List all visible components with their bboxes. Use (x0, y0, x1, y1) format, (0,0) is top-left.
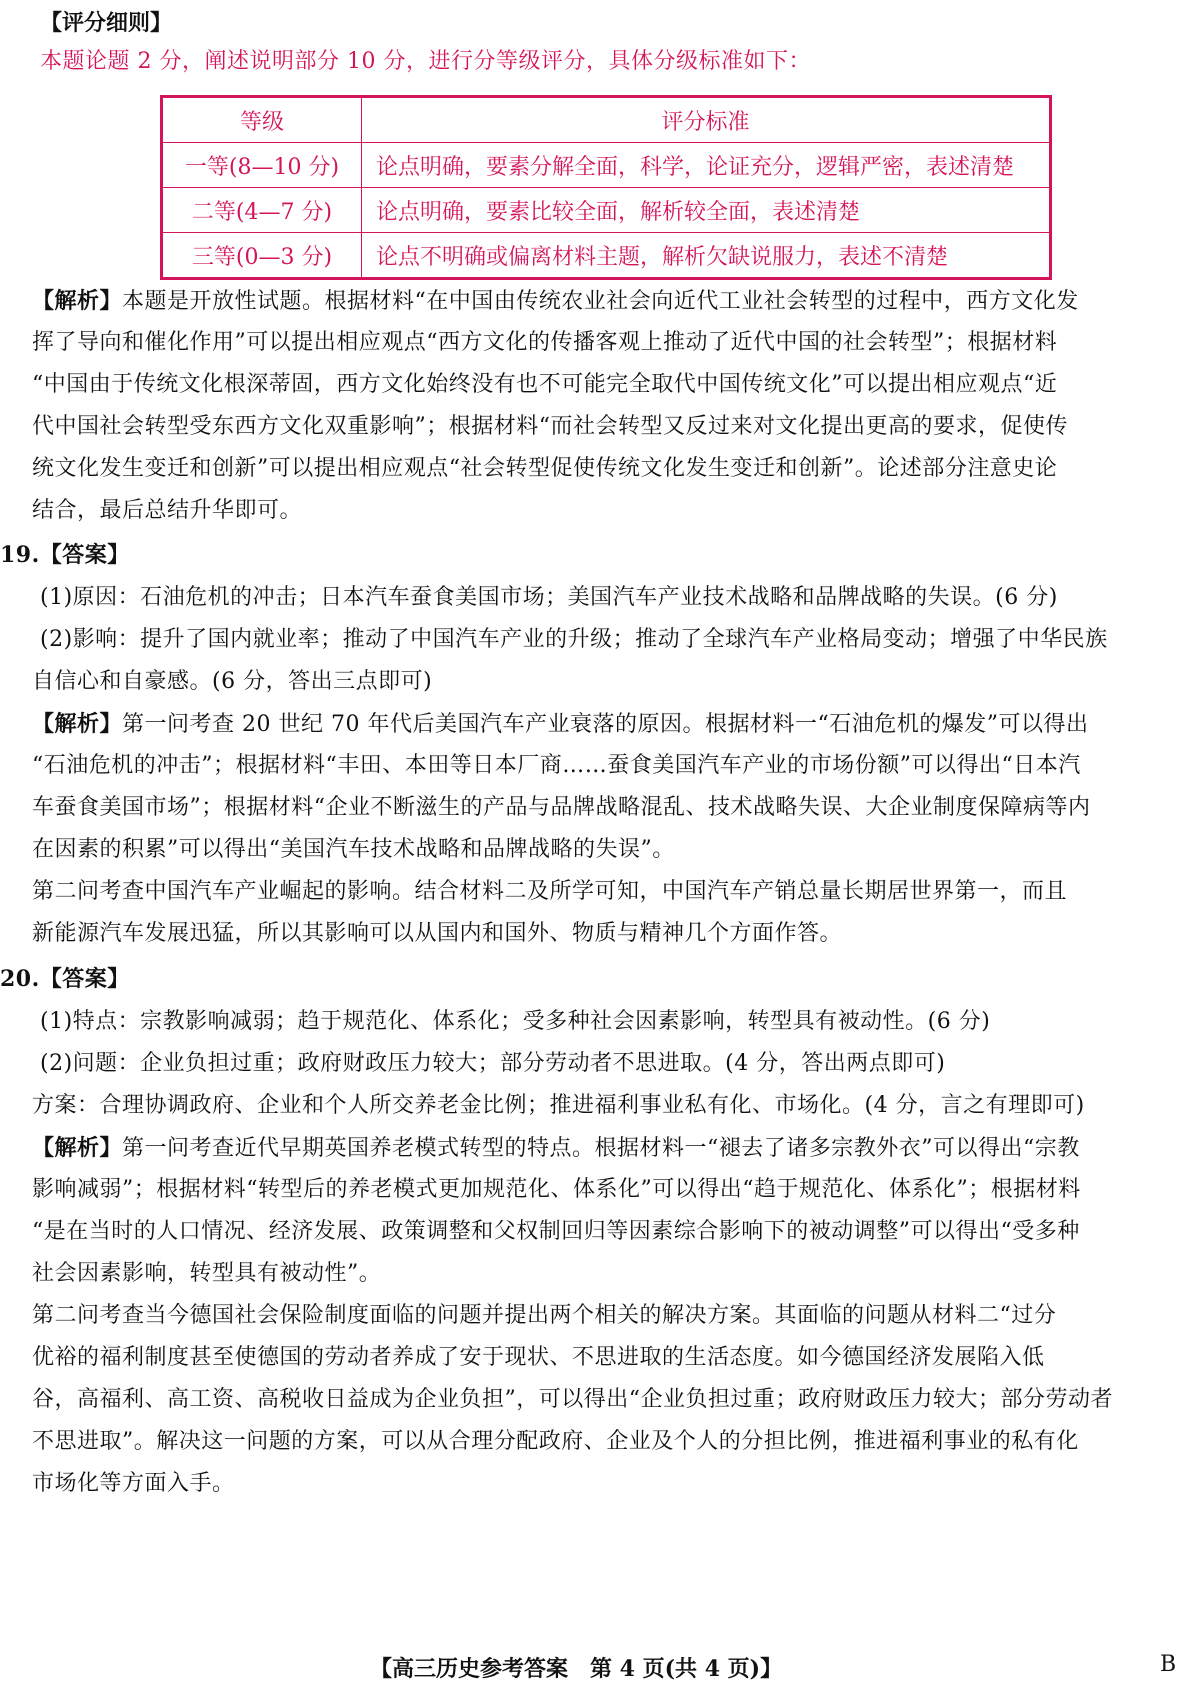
question-heading: 20.【答案】 (0, 966, 130, 992)
analysis-text: “是在当时的人口情况、经济发展、政策调整和父权制回归等因素综合影响下的被动调整”可以得出“受多种 (32, 1219, 1080, 1244)
analysis-text: “中国由于传统文化根深蒂固，西方文化始终没有也不可能完全取代中国传统文化”可以提出相应观点“近 (32, 372, 1058, 397)
table-row (162, 143, 1051, 188)
table-header: 评分标准 (362, 97, 1051, 143)
grading-table (160, 95, 1052, 280)
answer-line: (1)特点：宗教影响减弱；趋于规范化、体系化；受多种社会因素影响，转型具有被动性。(6 分) (40, 1009, 991, 1034)
analysis-text: 不思进取”。解决这一问题的方案，可以从合理分配政府、企业及个人的分担比例，推进福利事业的私有化 (32, 1429, 1079, 1454)
intro-text: 本题论题 2 分，阐述说明部分 10 分，进行分等级评分，具体分级标准如下： (40, 49, 811, 74)
table-header-row (162, 97, 1051, 143)
analysis-text: 车蚕食美国市场”；根据材料“企业不断滋生的产品与品牌战略混乱、技术战略失误、大企业制度保障病等内 (32, 795, 1091, 820)
analysis-text: 在因素的积累”可以得出“美国汽车技术战略和品牌战略的失误”。 (32, 837, 675, 862)
analysis-text: 结合，最后总结升华即可。 (32, 498, 303, 523)
analysis-text: 优裕的福利制度甚至使德国的劳动者养成了安于现状、不思进取的生活态度。如今德国经济发展陷入低 (32, 1345, 1045, 1370)
analysis-paragraph-line (32, 709, 1088, 740)
analysis-paragraph-line (32, 286, 1079, 317)
page-footer: 【高三历史参考答案 第 4 页(共 4 页)】 (370, 1656, 783, 1682)
question-heading: 19.【答案】 (0, 542, 130, 568)
table-row (162, 233, 1051, 279)
analysis-text: 第二问考查中国汽车产业崛起的影响。结合材料二及所学可知，中国汽车产销总量长期居世界第一，而且 (32, 879, 1068, 904)
answer-line: 方案：合理协调政府、企业和个人所交养老金比例；推进福利事业私有化、市场化。(4 分，言之有理即可) (32, 1093, 1085, 1118)
analysis-label: 【解析】 (32, 711, 123, 737)
analysis-text: 统文化发生变迁和创新”可以提出相应观点“社会转型促使传统文化发生变迁和创新”。论述部分注意史论 (32, 456, 1058, 481)
analysis-text: 第一问考查 20 世纪 70 年代后美国汽车产业衰落的原因。根据材料一“石油危机的爆发”可以得出 (122, 712, 1089, 737)
grade-criteria: 论点明确，要素比较全面，解析较全面，表述清楚 (362, 188, 1051, 233)
analysis-text: 市场化等方面入手。 (32, 1471, 235, 1496)
analysis-label: 【解析】 (32, 1135, 123, 1161)
answer-line: 自信心和自豪感。(6 分，答出三点即可) (32, 669, 433, 694)
analysis-paragraph-line (32, 1133, 1080, 1164)
version-mark: B (1160, 1652, 1177, 1677)
table-row (162, 188, 1051, 233)
answer-line: (2)问题：企业负担过重；政府财政压力较大；部分劳动者不思进取。(4 分，答出两点即可) (40, 1051, 946, 1076)
analysis-text: 影响减弱”；根据材料“转型后的养老模式更加规范化、体系化”可以得出“趋于规范化、体系化”；根据材料 (32, 1177, 1081, 1202)
grade-level: 二等(4—7 分) (162, 188, 362, 233)
table-header: 等级 (162, 97, 362, 143)
analysis-text: 代中国社会转型受东西方文化双重影响”；根据材料“而社会转型又反过来对文化提出更高的要求，促使传 (32, 414, 1068, 439)
grade-criteria: 论点明确，要素分解全面，科学，论证充分，逻辑严密，表述清楚 (362, 143, 1051, 188)
section-title: 【评分细则】 (40, 10, 173, 36)
analysis-text: 挥了导向和催化作用”可以提出相应观点“西方文化的传播客观上推动了近代中国的社会转型”；根据材料 (32, 330, 1058, 355)
grade-level: 三等(0—3 分) (162, 233, 362, 279)
analysis-text: 社会因素影响，转型具有被动性”。 (32, 1261, 382, 1286)
answer-line: (1)原因：石油危机的冲击；日本汽车蚕食美国市场；美国汽车产业技术战略和品牌战略的失误。(6 分) (40, 585, 1058, 610)
grade-level: 一等(8—10 分) (162, 143, 362, 188)
analysis-text: 第一问考查近代早期英国养老模式转型的特点。根据材料一“褪去了诸多宗教外衣”可以得出“宗教 (122, 1136, 1080, 1161)
grade-criteria: 论点不明确或偏离材料主题，解析欠缺说服力，表述不清楚 (362, 233, 1051, 279)
analysis-text: 谷，高福利、高工资、高税收日益成为企业负担”，可以得出“企业负担过重；政府财政压力较大；部分劳动者 (32, 1387, 1113, 1412)
answer-line: (2)影响：提升了国内就业率；推动了中国汽车产业的升级；推动了全球汽车产业格局变动；增强了中华民族 (40, 627, 1108, 652)
analysis-text: 新能源汽车发展迅猛，所以其影响可以从国内和国外、物质与精神几个方面作答。 (32, 921, 843, 946)
analysis-text: 本题是开放性试题。根据材料“在中国由传统农业社会向近代工业社会转型的过程中，西方文化发 (122, 289, 1079, 314)
analysis-text: 第二问考查当今德国社会保险制度面临的问题并提出两个相关的解决方案。其面临的问题从材料二“过分 (32, 1303, 1057, 1328)
analysis-text: “石油危机的冲击”；根据材料“丰田、本田等日本厂商……蚕食美国汽车产业的市场份额”可以得出“日本汽 (32, 753, 1081, 778)
analysis-label: 【解析】 (32, 288, 123, 314)
